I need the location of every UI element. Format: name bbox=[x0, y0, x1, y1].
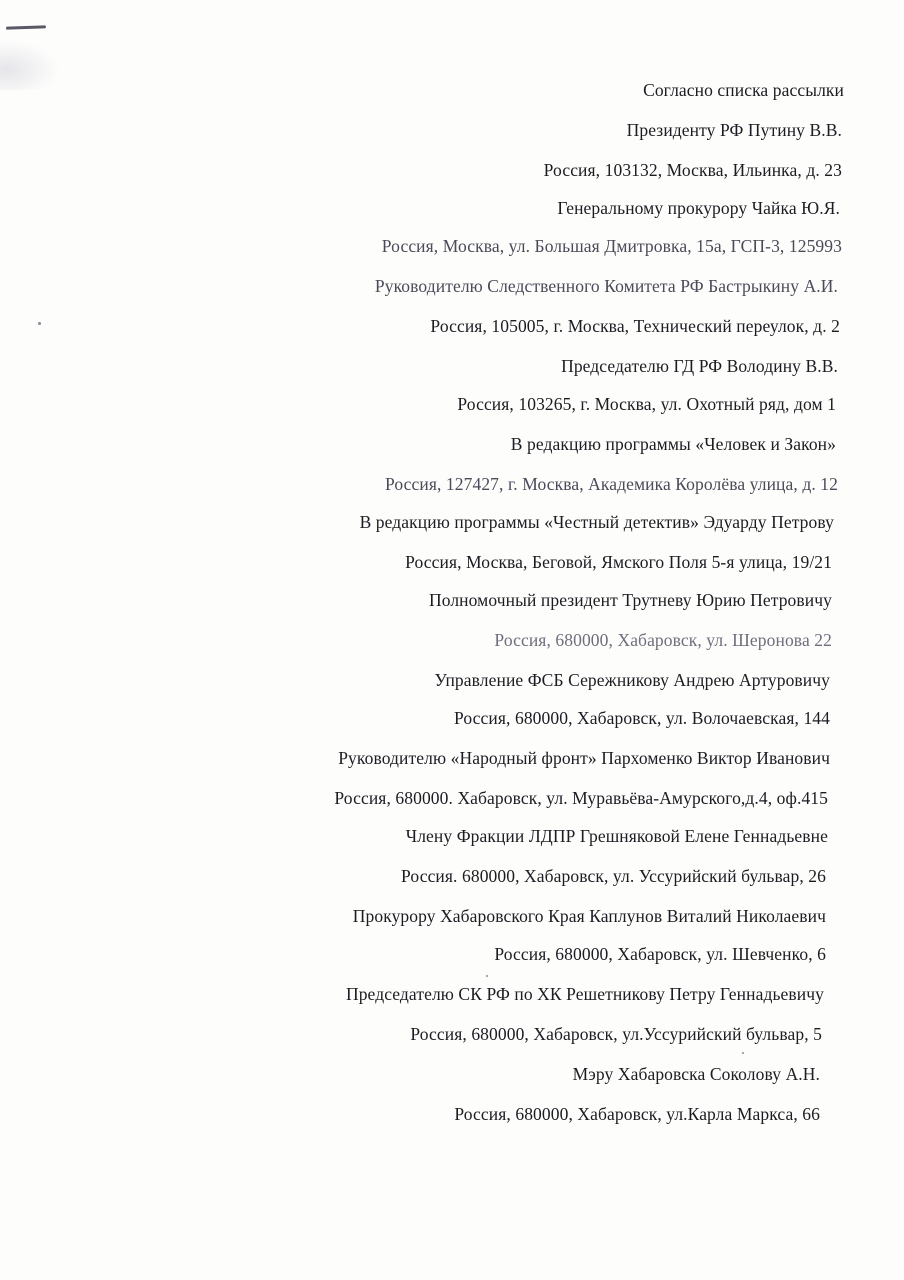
address-line: Россия. 680000, Хабаровск, ул. Уссурийский бульвар, 26 bbox=[401, 866, 826, 886]
recipient-line: Прокурору Хабаровского Края Каплунов Виталий Николаевич bbox=[352, 906, 826, 926]
address-line: Россия, 680000, Хабаровск, ул.Уссурийский бульвар, 5 bbox=[410, 1024, 822, 1044]
address-line: Россия, 680000, Хабаровск, ул. Шеронова 22 bbox=[494, 630, 832, 650]
address-line: Россия, 103132, Москва, Ильинка, д. 23 bbox=[543, 160, 842, 180]
recipient-line: Председателю СК РФ по ХК Решетникову Петру Геннадьевичу bbox=[345, 984, 824, 1004]
recipient-line: Члену Фракции ЛДПР Грешняковой Елене Геннадьевне bbox=[405, 826, 828, 846]
address-line: Россия, 103265, г. Москва, ул. Охотный ряд, дом 1 bbox=[457, 394, 836, 414]
recipient-line: Генеральному прокурору Чайка Ю.Я. bbox=[557, 198, 840, 218]
address-line: Россия, Москва, ул. Большая Дмитровка, 15а, ГСП-3, 125993 bbox=[381, 236, 842, 256]
recipient-line: Руководителю «Народный фронт» Пархоменко Виктор Иванович bbox=[338, 748, 830, 768]
recipient-line: Председателю ГД РФ Володину В.В. bbox=[561, 356, 838, 376]
address-line: Россия, 105005, г. Москва, Технический переулок, д. 2 bbox=[430, 316, 840, 336]
mailing-list-heading: Согласно списка рассылки bbox=[643, 80, 844, 100]
address-line: Россия, 680000. Хабаровск, ул. Муравьёва-Амурского,д.4, оф.415 bbox=[334, 788, 828, 808]
address-line: Россия, Москва, Беговой, Ямского Поля 5-я улица, 19/21 bbox=[405, 552, 832, 572]
recipient-line: Мэру Хабаровска Соколову А.Н. bbox=[572, 1064, 820, 1084]
recipient-line: Руководителю Следственного Комитета РФ Бастрыкину А.И. bbox=[374, 276, 838, 296]
address-line: Россия, 680000, Хабаровск, ул.Карла Маркса, 66 bbox=[454, 1104, 820, 1124]
recipient-line: Президенту РФ Путину В.В. bbox=[626, 120, 842, 140]
recipient-line: В редакцию программы «Честный детектив» Эдуарду Петрову bbox=[359, 512, 834, 532]
recipient-line: Управление ФСБ Сережникову Андрею Артуровичу bbox=[434, 670, 830, 690]
recipient-line: В редакцию программы «Человек и Закон» bbox=[510, 434, 836, 454]
address-line: Россия, 680000, Хабаровск, ул. Шевченко, 6 bbox=[494, 944, 826, 964]
address-line: Россия, 680000, Хабаровск, ул. Волочаевская, 144 bbox=[454, 708, 830, 728]
address-line: Россия, 127427, г. Москва, Академика Королёва улица, д. 12 bbox=[384, 474, 838, 494]
recipient-line: Полномочный президент Трутневу Юрию Петровичу bbox=[428, 590, 832, 610]
